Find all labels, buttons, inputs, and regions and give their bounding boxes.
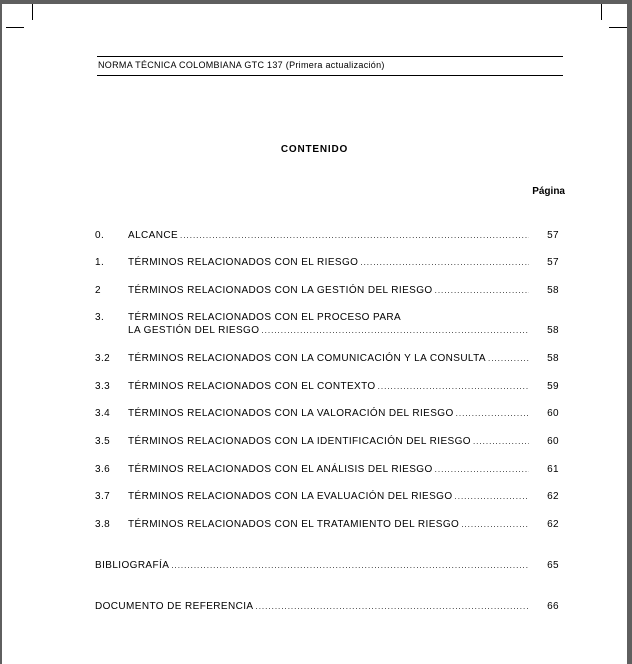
toc-entry	[95, 518, 559, 531]
toc-entry-body	[128, 407, 559, 420]
toc-leader-dots	[461, 518, 529, 531]
toc-leader-dots	[435, 463, 529, 476]
toc-entry-title: TÉRMINOS RELACIONADOS CON EL ANÁLISIS DEL RIESGO	[128, 464, 433, 475]
header-rule-top	[97, 56, 563, 57]
toc-entry-line	[95, 311, 559, 324]
toc-entry-number: 2	[95, 285, 101, 296]
toc-leader-dots	[473, 435, 529, 448]
toc-leader-dots	[455, 490, 529, 503]
toc-entry-line	[95, 284, 559, 297]
toc-entry-page: 65	[547, 560, 559, 571]
toc-entry-number: 3.8	[95, 519, 111, 530]
toc-entry-body	[128, 490, 559, 503]
toc-entry	[95, 256, 559, 269]
toc-leader-dots-text	[435, 465, 529, 474]
toc-entry-title: ALCANCE	[128, 230, 179, 241]
toc-leader-dots-text	[180, 231, 529, 240]
toc-entry	[95, 407, 559, 420]
toc-leader-dots-text	[171, 561, 529, 570]
toc-leader-dots-text	[360, 258, 529, 267]
toc-leader-dots	[435, 284, 529, 297]
toc-entry-line	[95, 600, 559, 613]
toc-leader-dots	[171, 559, 529, 572]
toc-entry-title: TÉRMINOS RELACIONADOS CON EL CONTEXTO	[128, 381, 376, 392]
toc-entry-title: TÉRMINOS RELACIONADOS CON EL RIESGO	[128, 257, 359, 268]
toc-entry-number: 3.4	[95, 408, 111, 419]
toc-entry-title: BIBLIOGRAFÍA	[95, 560, 170, 571]
toc-entry-title: TÉRMINOS RELACIONADOS CON LA IDENTIFICACIÓN DEL RIESGO	[128, 436, 471, 447]
running-header: NORMA TÉCNICA COLOMBIANA GTC 137 (Primera actualización)	[98, 60, 385, 70]
toc-leader-dots	[488, 352, 529, 365]
toc-leader-dots-text	[461, 520, 529, 529]
toc-leader-dots	[456, 407, 529, 420]
contents-title: CONTENIDO	[280, 144, 349, 155]
toc-leader-dots-text	[435, 286, 529, 295]
toc-entry-line	[95, 435, 559, 448]
toc-entry-body	[95, 559, 559, 572]
toc-entry-line	[95, 229, 559, 242]
toc-entry	[95, 463, 559, 476]
toc-entry-title: LA GESTIÓN DEL RIESGO	[128, 325, 260, 336]
toc-leader-dots-text	[261, 326, 529, 335]
toc-entry	[95, 352, 559, 365]
toc-entry	[95, 435, 559, 448]
toc-leader-dots-text	[488, 354, 529, 363]
toc-entry-line	[95, 352, 559, 365]
toc-entry-title: DOCUMENTO DE REFERENCIA	[95, 601, 254, 612]
crop-mark-top-right-v	[601, 4, 602, 20]
toc-entry	[95, 284, 559, 297]
toc-entry-page: 58	[547, 325, 559, 336]
toc-entry-number: 3.3	[95, 381, 111, 392]
toc-leader-dots-text	[455, 492, 529, 501]
page-column-label: Página	[532, 186, 565, 197]
toc-entry-line	[95, 256, 559, 269]
toc-entry-line	[95, 490, 559, 503]
toc-entry-page: 60	[547, 408, 559, 419]
toc-entry-body	[128, 380, 559, 393]
toc-entry-title: TÉRMINOS RELACIONADOS CON LA EVALUACIÓN DEL RIESGO	[128, 491, 453, 502]
toc-entry	[95, 380, 559, 393]
toc-entry-page: 58	[547, 285, 559, 296]
toc-leader-dots-text	[473, 437, 529, 446]
toc-entry-body	[128, 463, 559, 476]
toc-entry-page: 59	[547, 381, 559, 392]
toc-entry-title: TÉRMINOS RELACIONADOS CON EL TRATAMIENTO DEL RIESGO	[128, 519, 460, 530]
toc-entry-number: 3.5	[95, 436, 111, 447]
toc-entry-body	[128, 229, 559, 242]
toc-entry-number: 1.	[95, 257, 105, 268]
toc-entry	[95, 311, 559, 337]
toc-entry-title: TÉRMINOS RELACIONADOS CON LA COMUNICACIÓN Y LA CONSULTA	[128, 353, 486, 364]
toc-leader-dots	[180, 229, 529, 242]
toc-entry-title: TÉRMINOS RELACIONADOS CON LA GESTIÓN DEL RIESGO	[128, 285, 433, 296]
toc-leader-dots	[378, 380, 529, 393]
toc-leader-dots-text	[456, 409, 529, 418]
toc-entry	[95, 229, 559, 242]
toc-entry-line	[95, 380, 559, 393]
crop-mark-top-left-h	[6, 27, 24, 28]
toc-entry-body	[128, 284, 559, 297]
toc-entry-body	[128, 256, 559, 269]
toc-entry-page: 60	[547, 436, 559, 447]
toc-leader-dots-text	[255, 602, 529, 611]
toc-entry-page: 57	[547, 230, 559, 241]
toc-entry-number: 3.6	[95, 464, 111, 475]
toc-entry-line	[95, 324, 559, 337]
crop-mark-top-right-h	[609, 27, 627, 28]
toc-entry-body	[128, 311, 559, 324]
toc-entry-line	[95, 407, 559, 420]
toc-leader-dots-text	[378, 382, 529, 391]
header-rule-bottom	[97, 75, 563, 76]
toc-entry-number: 3.7	[95, 491, 111, 502]
toc-entry-body	[128, 352, 559, 365]
toc-entry-page: 57	[547, 257, 559, 268]
toc-entry	[95, 490, 559, 503]
crop-mark-top-left-v	[32, 4, 33, 20]
toc-entry-line	[95, 463, 559, 476]
toc-entry-body	[128, 518, 559, 531]
toc-entry-line	[95, 559, 559, 572]
toc-entry-number: 3.	[95, 312, 105, 323]
toc-entry-page: 58	[547, 353, 559, 364]
back-matter-entry	[95, 559, 559, 572]
toc-entry-page: 61	[547, 464, 559, 475]
toc-entry-title: TÉRMINOS RELACIONADOS CON EL PROCESO PARA	[128, 312, 402, 323]
back-matter-entry	[95, 600, 559, 613]
toc-entry-title: TÉRMINOS RELACIONADOS CON LA VALORACIÓN DEL RIESGO	[128, 408, 454, 419]
toc-leader-dots	[255, 600, 529, 613]
toc-leader-dots	[261, 324, 529, 337]
toc-leader-dots	[360, 256, 529, 269]
toc-entry-page: 62	[547, 519, 559, 530]
toc-entry-body	[95, 600, 559, 613]
document-page	[2, 4, 627, 664]
toc-entry-line	[95, 518, 559, 531]
toc-entry-body	[128, 324, 559, 337]
toc-entry-number: 3.2	[95, 353, 111, 364]
toc-entry-number: 0.	[95, 230, 105, 241]
toc-entry-page: 66	[547, 601, 559, 612]
toc-entry-body	[128, 435, 559, 448]
toc-entry-page: 62	[547, 491, 559, 502]
